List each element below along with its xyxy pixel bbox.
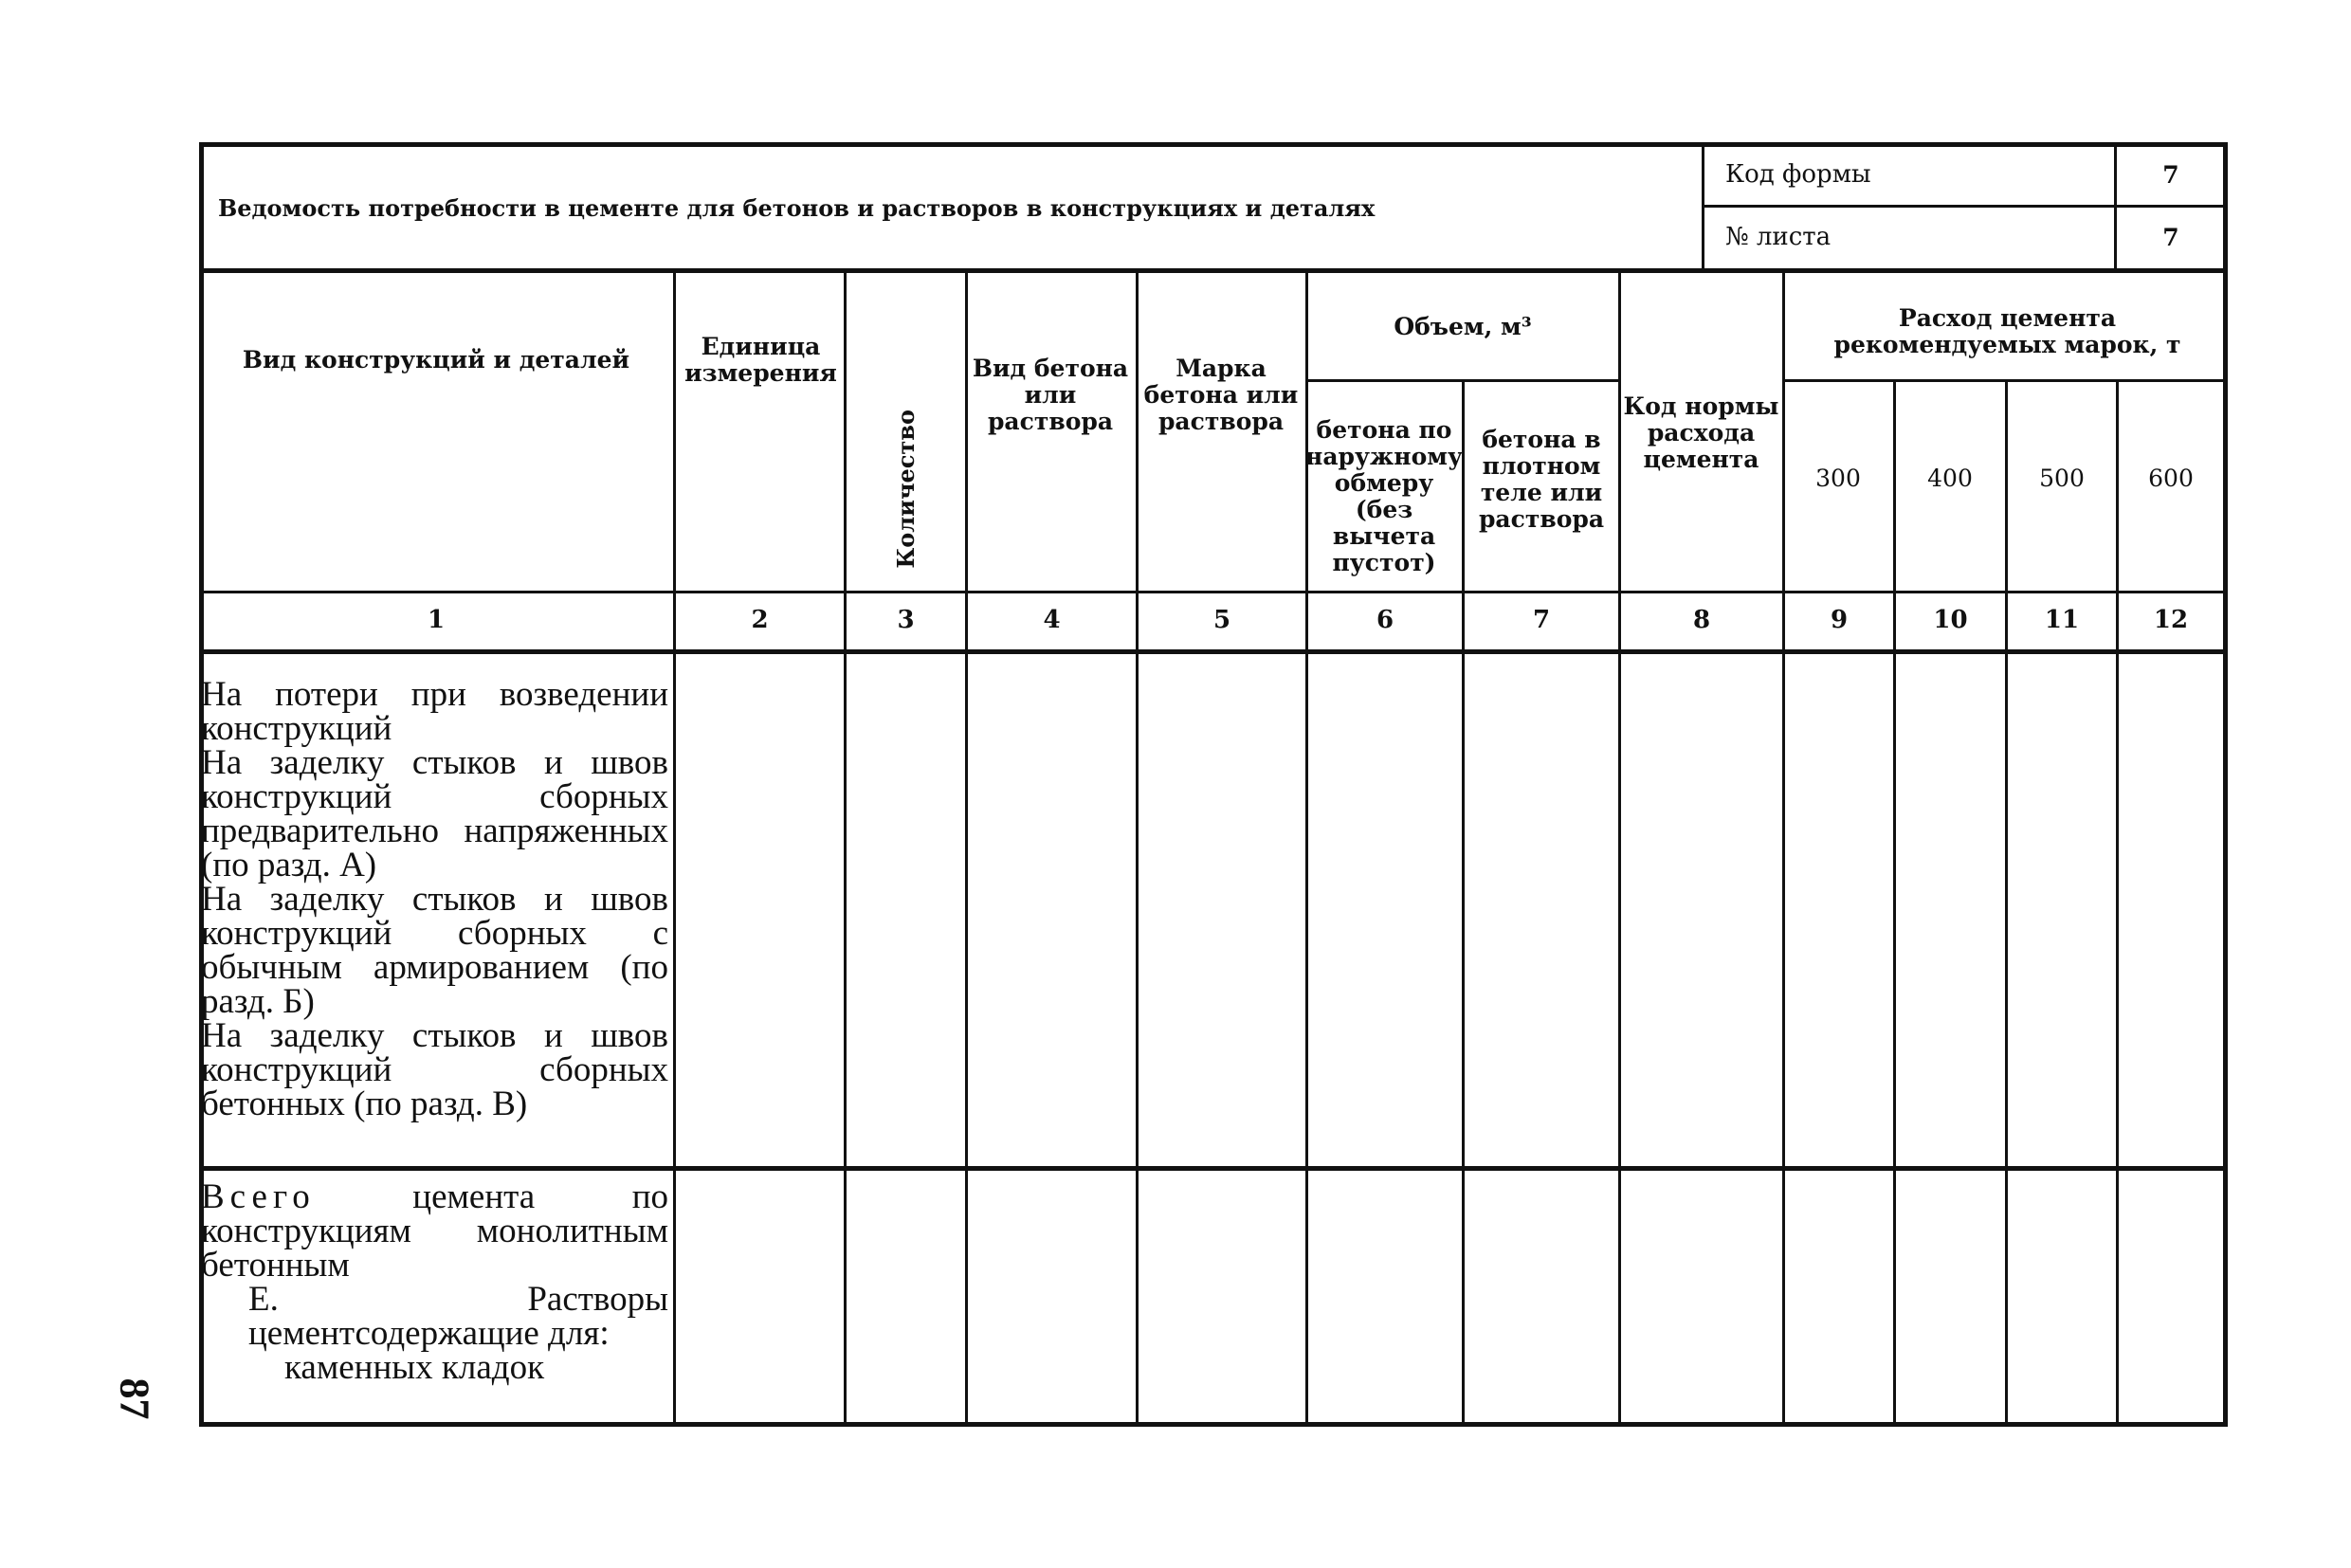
rule-right <box>2223 142 2228 1427</box>
header-quantity: Количество <box>891 410 920 569</box>
sheet-no-label: № листа <box>1725 222 1832 251</box>
sheet-no-value: 7 <box>2162 223 2179 251</box>
form-sheet <box>199 142 2228 1427</box>
col-number-5: 5 <box>1212 606 1231 634</box>
rule-bottom <box>199 1422 2228 1427</box>
rule-col11-12 <box>2116 381 2119 1424</box>
col-number-1: 1 <box>427 606 446 634</box>
rule-col3-4 <box>965 270 968 1424</box>
row-total-rest: цемента по конструкциям монолитным бетонным <box>201 1177 668 1285</box>
col-number-10: 10 <box>1933 606 1968 634</box>
col-number-7: 7 <box>1532 606 1551 634</box>
col-number-2: 2 <box>751 606 769 634</box>
row-block-losses-joints <box>201 675 668 1157</box>
col-number-11: 11 <box>2044 606 2080 634</box>
header-concrete-type: Вид бетона или раствора <box>972 355 1129 435</box>
col-number-4: 4 <box>1043 606 1061 634</box>
header-concrete-grade: Марка бетона или раствора <box>1143 355 1299 435</box>
rule-col10-11 <box>2005 381 2008 1424</box>
col-number-12: 12 <box>2153 606 2189 634</box>
header-volume-group: Объем, м³ <box>1394 313 1532 340</box>
form-title: Ведомость потребности в цементе для бетонов и растворов в конструкциях и деталях <box>218 193 1376 222</box>
rule-col-numbers <box>199 591 2228 593</box>
rule-header-top <box>199 268 2228 273</box>
row-losses: На потери при возведении конструкций <box>201 675 668 748</box>
header-grade-500: 500 <box>2039 465 2085 492</box>
col-number-9: 9 <box>1830 606 1849 634</box>
header-cement-group: Расход цемента рекомендуемых марок, т <box>1833 304 2181 358</box>
row-section-e: Е. Растворы цементсодержащие для: <box>248 1280 668 1353</box>
rule-block-divider <box>199 1166 2228 1171</box>
row-joints-reinforced: На заделку стыков и швов конструкций сборных с обычным армированием (по разд. Б) <box>201 880 668 1021</box>
rule-col9-10 <box>1893 381 1896 1424</box>
form-code-label: Код формы <box>1725 160 1871 190</box>
col-number-8: 8 <box>1692 606 1711 634</box>
col-number-6: 6 <box>1376 606 1394 634</box>
form-code-value: 7 <box>2162 161 2179 189</box>
rule-title-split <box>1702 142 1704 270</box>
rule-col2-3 <box>844 270 847 1424</box>
header-construction-type: Вид конструкций и деталей <box>242 346 630 374</box>
header-unit: Единица измерения <box>684 333 837 387</box>
row-block-total <box>201 1177 668 1417</box>
header-volume-dense: бетона в плотном теле или раствора <box>1478 426 1605 533</box>
header-quantity-cell <box>848 280 962 588</box>
row-total <box>201 1177 668 1285</box>
row-masonry: каменных кладок <box>284 1348 545 1387</box>
header-grade-400: 400 <box>1927 465 1973 492</box>
header-grade-300: 300 <box>1815 465 1861 492</box>
rule-col8-9 <box>1782 270 1785 1424</box>
header-norm-code: Код нормы расхода цемента <box>1623 392 1779 473</box>
header-grade-600: 600 <box>2148 465 2194 492</box>
rule-form-code <box>1702 205 2228 208</box>
rule-col4-5 <box>1136 270 1139 1424</box>
col-number-3: 3 <box>897 606 915 634</box>
rule-code-split <box>2114 142 2117 270</box>
row-total-spaced: Всего <box>201 1177 316 1216</box>
header-volume-outer: бетона по наружному обмеру (без вычета пустот) <box>1305 416 1463 576</box>
rule-col1-2 <box>673 270 676 1424</box>
rule-top <box>199 142 2228 147</box>
rule-col7-8 <box>1618 270 1621 1424</box>
row-joints-concrete: На заделку стыков и швов конструкций сборных бетонных (по разд. В) <box>201 1016 668 1123</box>
row-joints-prestressed: На заделку стыков и швов конструкций сборных предварительно напряженных (по разд. А) <box>201 743 668 884</box>
page-number: 87 <box>111 1377 158 1420</box>
rule-body-top <box>199 649 2228 654</box>
